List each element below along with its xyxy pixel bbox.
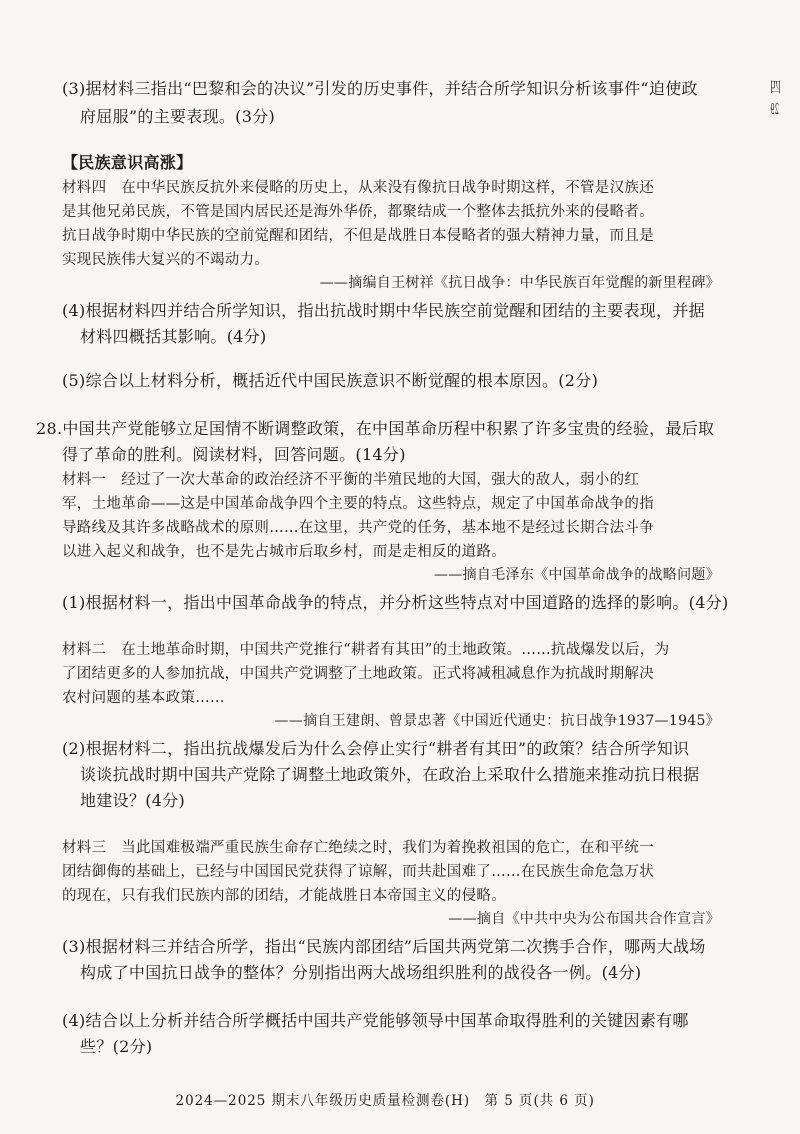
q28-stem-line2: 得了革命的胜利。阅读材料，回答问题。(14分) [62, 445, 406, 464]
material2-line3: 农村问题的基本政策…… [62, 690, 225, 706]
material2-line1: 材料二 在土地革命时期，中国共产党推行“耕者有其田”的土地政策。……抗战爆发以后，为 [62, 642, 670, 658]
material4-line4: 实现民族伟大复兴的不竭动力。 [62, 252, 270, 268]
q28-2-line3: 地建设？(4分) [80, 791, 186, 810]
material4-line2: 是其他兄弟民族，不管是国内居民还是海外华侨，都聚结成一个整体去抵抗外来的侵略者。 [62, 204, 654, 220]
q28-stem-line1: 28.中国共产党能够立足国情不断调整政策，在中国革命历程中积累了许多宝贵的经验，最后取 [36, 419, 715, 438]
side-fragment-number: 29 [770, 100, 779, 118]
material4-source: ——摘编自王树祥《抗日战争：中华民族百年觉醒的新里程碑》 [319, 275, 720, 291]
material3-source: ——摘自《中共中央为公布国共合作宣言》 [448, 911, 720, 927]
material1-line2: 军，土地革命——这是中国革命战争四个主要的特点。这些特点，规定了中国革命战争的指 [62, 496, 654, 512]
material3-line3: 的现在，只有我们民族内部的团结，才能战胜日本帝国主义的侵略。 [62, 888, 506, 904]
material4-line3: 抗日战争时期中华民族的空前觉醒和团结，不但是战胜日本侵略者的强大精神力量，而且是 [62, 228, 654, 244]
material2-source: ——摘自王建朗、曾景忠著《中国近代通史：抗日战争1937—1945》 [274, 713, 720, 729]
material4-line1: 材料四 在中华民族反抗外来侵略的历史上，从来没有像抗日战争时期这样，不管是汉族还 [62, 180, 654, 196]
q27-4-line2: 材料四概括其影响。(4分) [80, 327, 267, 346]
material1-line1: 材料一 经过了一次大革命的政治经济不平衡的半殖民地的大国，强大的敌人，弱小的红 [62, 472, 640, 488]
material1-line3: 导路线及其许多战略战术的原则……在这里，共产党的任务，基本地不是经过长期合法斗争 [62, 520, 654, 536]
side-fragment-char: 四 [769, 78, 781, 96]
section-header: 【民族意识高涨】 [62, 153, 193, 172]
q27-5-line1: (5)综合以上材料分析，概括近代中国民族意识不断觉醒的根本原因。(2分) [62, 371, 599, 390]
q28-2-line2: 谈谈抗战时期中国共产党除了调整土地政策外，在政治上采取什么措施来推动抗日根据 [80, 765, 700, 784]
q28-3-line2: 构成了中国抗日战争的整体？分别指出两大战场组织胜利的战役各一例。(4分) [80, 963, 642, 982]
material3-line2: 团结御侮的基础上，已经与中国国民党获得了谅解，而共赴国难了……在民族生命危急万状 [62, 864, 654, 880]
q28-1-line1: (1)根据材料一，指出中国革命战争的特点，并分析这些特点对中国道路的选择的影响。(4分) [62, 593, 729, 612]
page-footer: 2024—2025 期末八年级历史质量检测卷(H) 第 5 页(共 6 页) [175, 1093, 595, 1109]
material2-line2: 了团结更多的人参加抗战，中国共产党调整了土地政策。正式将减租减息作为抗战时期解决 [62, 666, 654, 682]
q28-4-line1: (4)结合以上分析并结合所学概括中国共产党能够领导中国革命取得胜利的关键因素有哪 [62, 1011, 689, 1030]
q28-2-line1: (2)根据材料二，指出抗战爆发后为什么会停止实行“耕者有其田”的政策？结合所学知识 [62, 739, 690, 758]
material1-line4: 以进入起义和战争，也不是先占城市后取乡村，而是走相反的道路。 [62, 544, 506, 560]
material1-source: ——摘自毛泽东《中国革命战争的战略问题》 [434, 567, 720, 583]
q27-4-line1: (4)根据材料四并结合所学知识，指出抗战时期中华民族空前觉醒和团结的主要表现，并据 [62, 301, 705, 320]
q27-3-line2: 府屈服”的主要表现。(3分) [80, 107, 276, 126]
material3-line1: 材料三 当此国难极端严重民族生命存亡绝续之时，我们为着挽救祖国的危亡，在和平统一 [62, 840, 654, 856]
q28-3-line1: (3)根据材料三并结合所学，指出“民族内部团结”后国共两党第二次携手合作，哪两大战场 [62, 937, 706, 956]
q27-3-line1: (3)据材料三指出“巴黎和会的决议”引发的历史事件，并结合所学知识分析该事件“迫使政 [62, 79, 698, 98]
q28-4-line2: 些？(2分) [80, 1037, 153, 1056]
